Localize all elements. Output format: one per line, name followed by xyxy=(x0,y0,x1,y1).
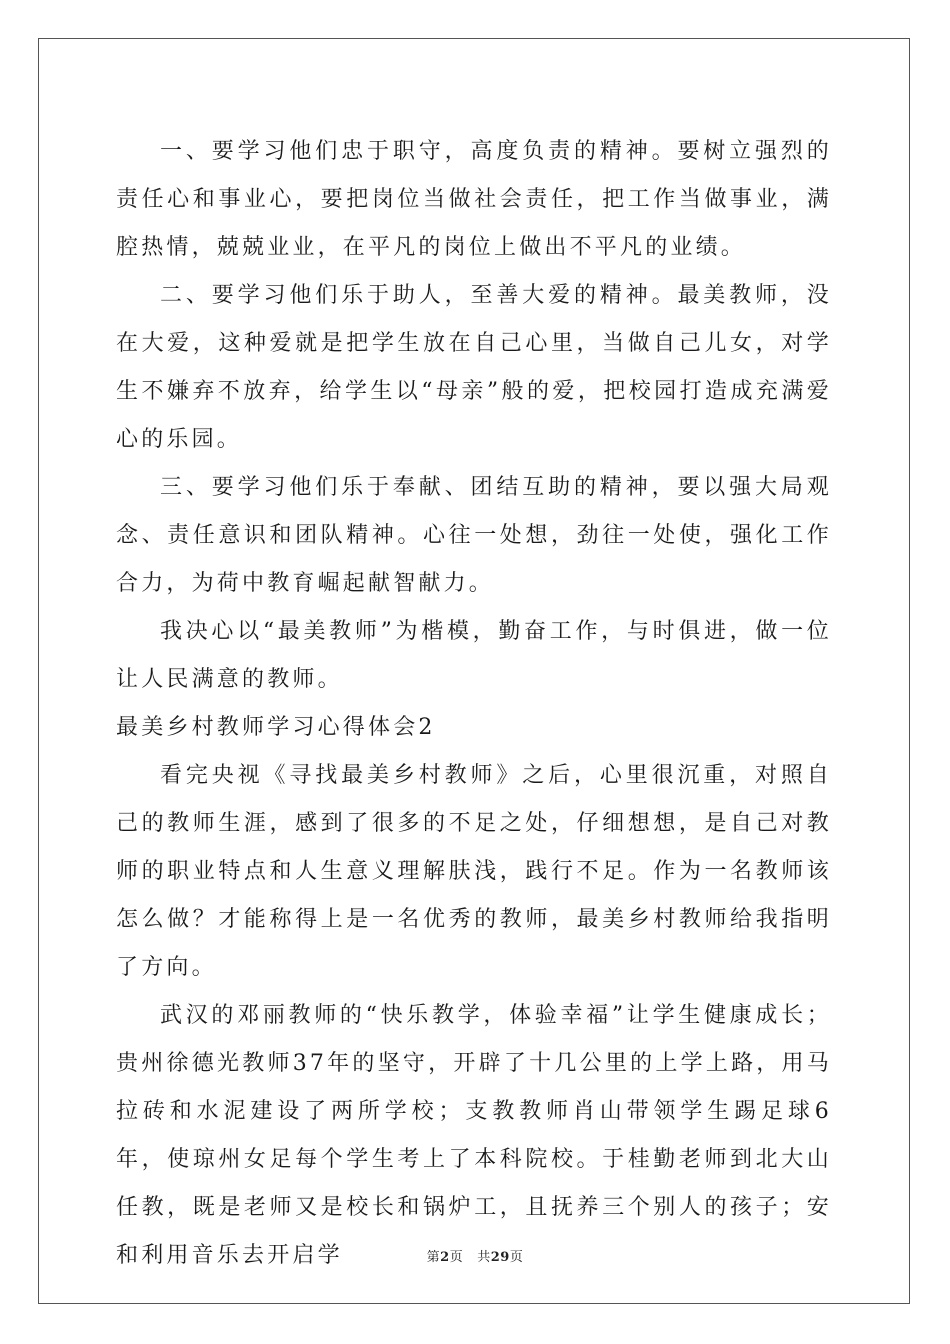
document-body xyxy=(116,128,832,1280)
page-suffix: 页 xyxy=(449,1250,464,1265)
total-pages: 29 xyxy=(490,1250,510,1265)
paragraph-1: 一、要学习他们忠于职守，高度负责的精神。要树立强烈的责任心和事业心，要把岗位当做社会责任，把工作当做事业，满腔热情，兢兢业业，在平凡的岗位上做出不平凡的业绩。 xyxy=(116,139,832,260)
paragraph-4: 我决心以“最美教师”为楷模，勤奋工作，与时俱进，做一位让人民满意的教师。 xyxy=(116,619,832,692)
paragraph-2: 二、要学习他们乐于助人，至善大爱的精神。最美教师，没在大爱，这种爱就是把学生放在自己心里，当做自己儿女，对学生不嫌弃不放弃，给学生以“母亲”般的爱，把校园打造成充满爱心的乐园。 xyxy=(116,283,832,452)
page-number: 2 xyxy=(440,1250,450,1265)
paragraph-6: 武汉的邓丽教师的“快乐教学，体验幸福”让学生健康成长；贵州徐德光教师37年的坚守，开辟了十几公里的上学上路，用马拉砖和水泥建设了两所学校；支教教师肖山带领学生踢足球6年，使琼州女足每个学生考上了本科院校。于桂勤老师到北大山任教，既是老师又是校长和锅炉工，且抚养三个别人的孩子；安和利用音乐去开启学 xyxy=(116,1003,832,1268)
paragraph-3: 三、要学习他们乐于奉献、团结互助的精神，要以强大局观念、责任意识和团队精神。心往一处想，劲往一处使，强化工作合力，为荷中教育崛起献智献力。 xyxy=(116,475,832,596)
paragraph-5: 看完央视《寻找最美乡村教师》之后，心里很沉重，对照自己的教师生涯，感到了很多的不足之处，仔细想想，是自己对教师的职业特点和人生意义理解肤浅，践行不足。作为一名教师该怎么做？才能称得上是一名优秀的教师，最美乡村教师给我指明了方向。 xyxy=(116,763,832,980)
total-prefix: 共 xyxy=(477,1250,491,1265)
section-title: 最美乡村教师学习心得体会2 xyxy=(116,715,436,740)
total-suffix: 页 xyxy=(509,1250,524,1265)
page-footer xyxy=(0,1246,950,1265)
page-prefix: 第 xyxy=(426,1250,441,1265)
